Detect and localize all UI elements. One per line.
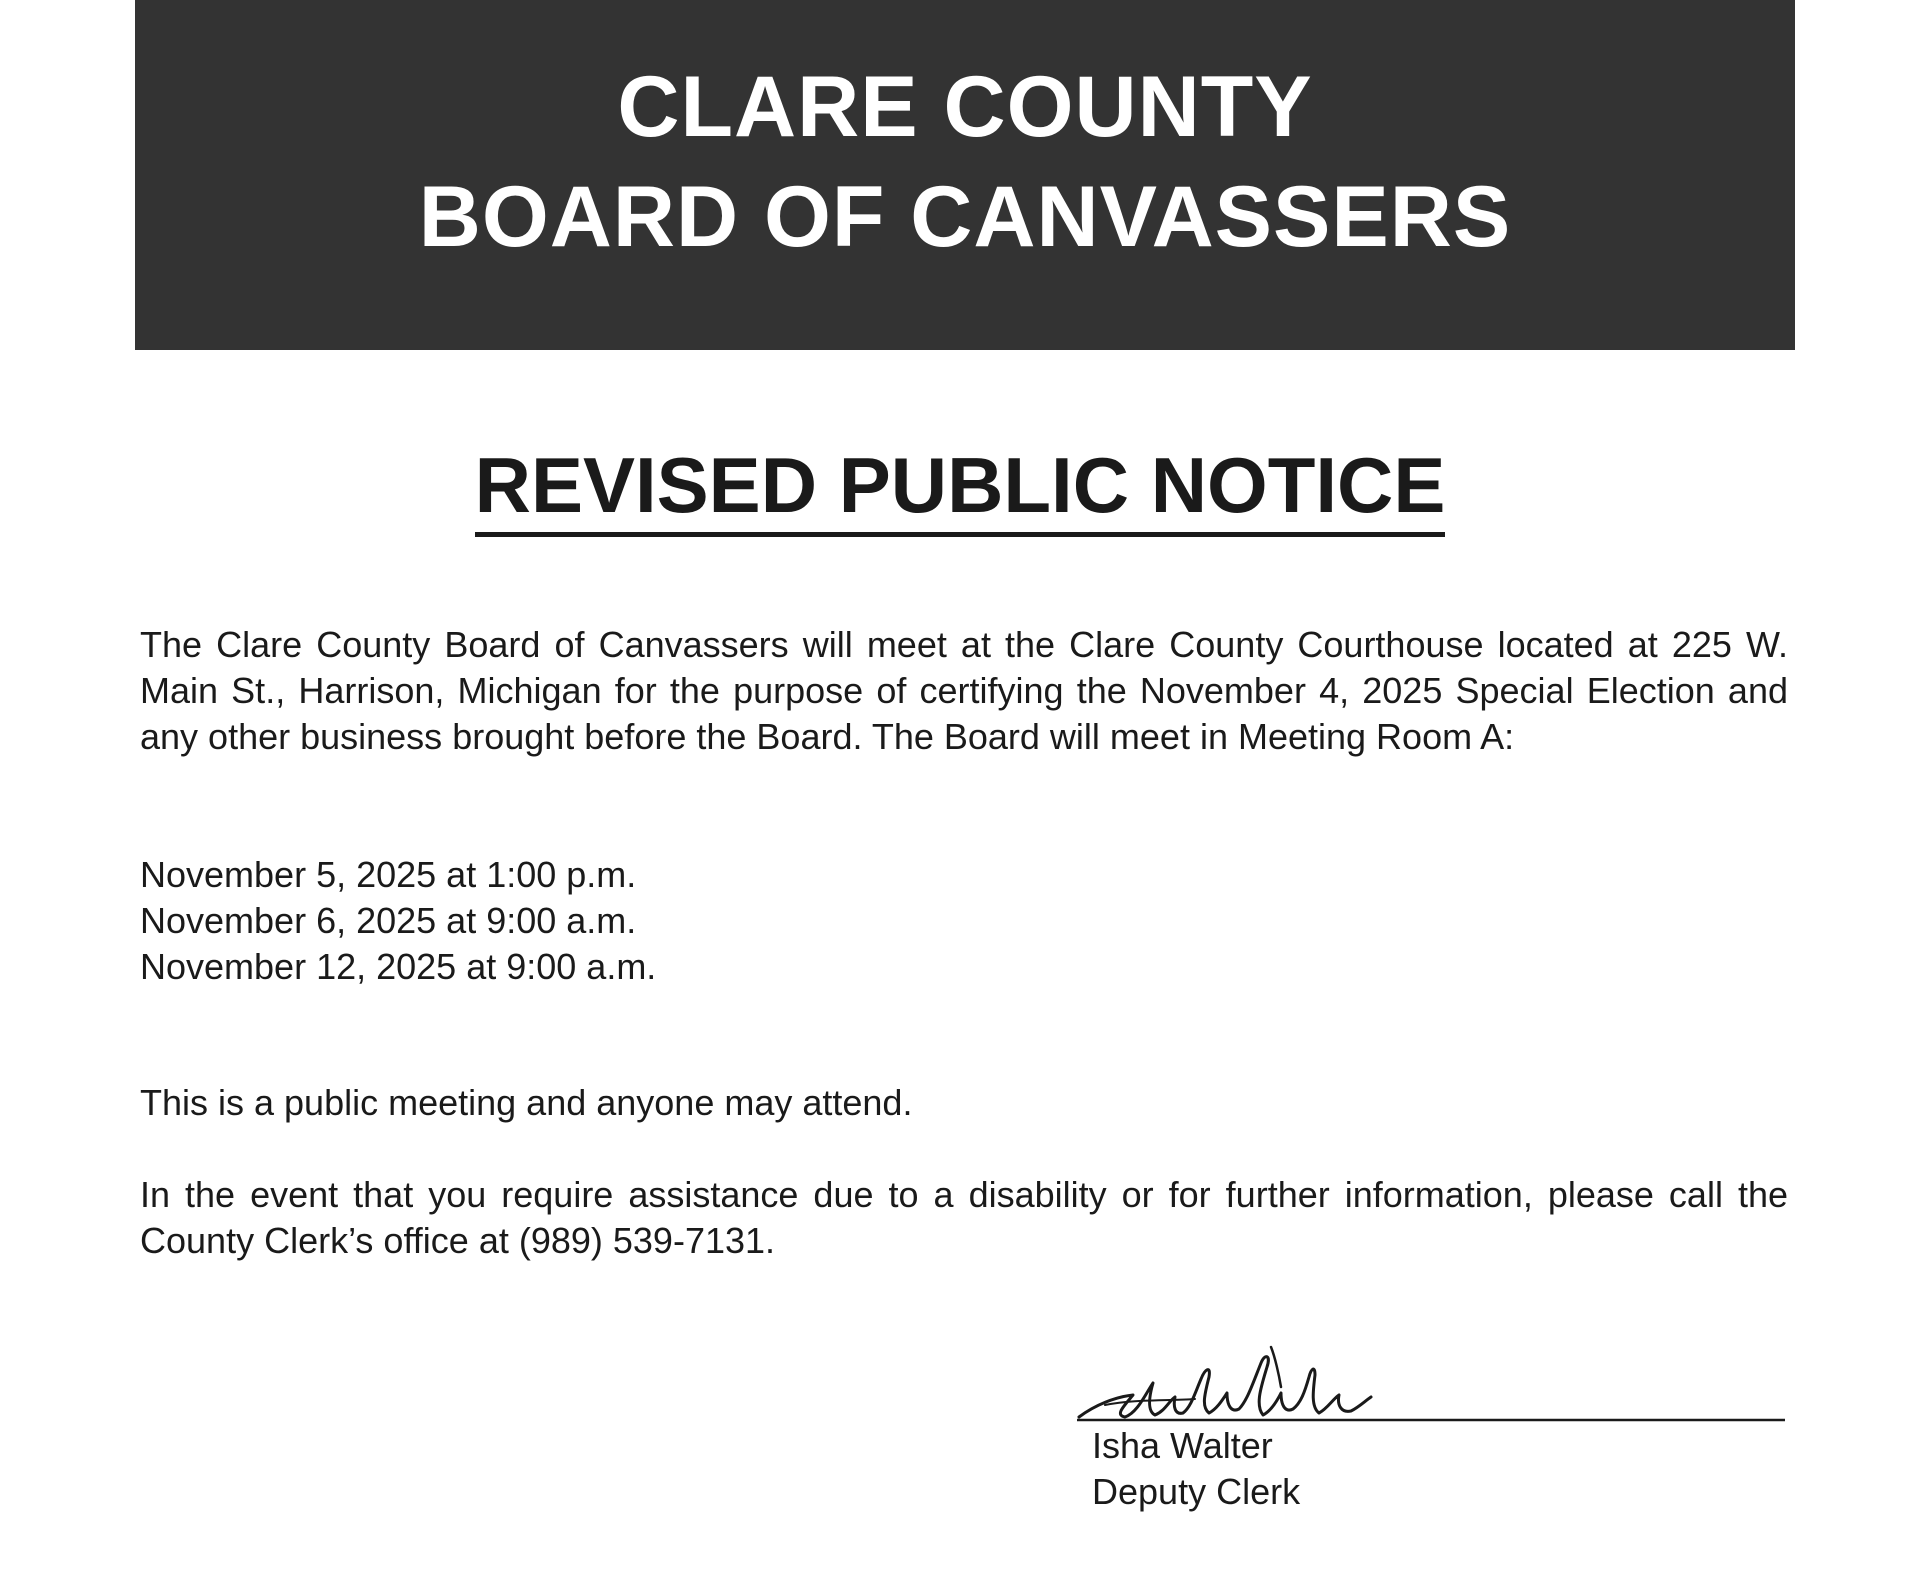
notice-title-container (0, 440, 1920, 537)
schedule-item: November 5, 2025 at 1:00 p.m. (140, 854, 637, 895)
public-meeting-statement: This is a public meeting and anyone may attend. (140, 1082, 913, 1123)
notice-title: REVISED PUBLIC NOTICE (475, 440, 1446, 537)
schedule-item: November 12, 2025 at 9:00 a.m. (140, 946, 657, 987)
schedule-item: November 6, 2025 at 9:00 a.m. (140, 900, 637, 941)
header-title-line-1: CLARE COUNTY (617, 59, 1313, 155)
handwritten-signature (1075, 1335, 1787, 1425)
header-title-line-2: BOARD OF CANVASSERS (418, 169, 1512, 265)
header-banner (135, 0, 1795, 350)
meeting-schedule-list (140, 852, 1788, 990)
intro-paragraph: The Clare County Board of Canvassers will meet at the Clare County Courthouse located at 225 W. Main St., Harrison, Michigan for the purpose of certifying the November 4, 2025 Special Election and any other business brought before the Board. The Board will meet in Meeting Room A: (140, 624, 1788, 757)
signer-name: Isha Walter (1092, 1425, 1273, 1466)
assistance-paragraph: In the event that you require assistance due to a disability or for further information, please call the County Clerk’s office at (989) 539-7131. (140, 1174, 1788, 1261)
signer-title: Deputy Clerk (1092, 1471, 1301, 1512)
